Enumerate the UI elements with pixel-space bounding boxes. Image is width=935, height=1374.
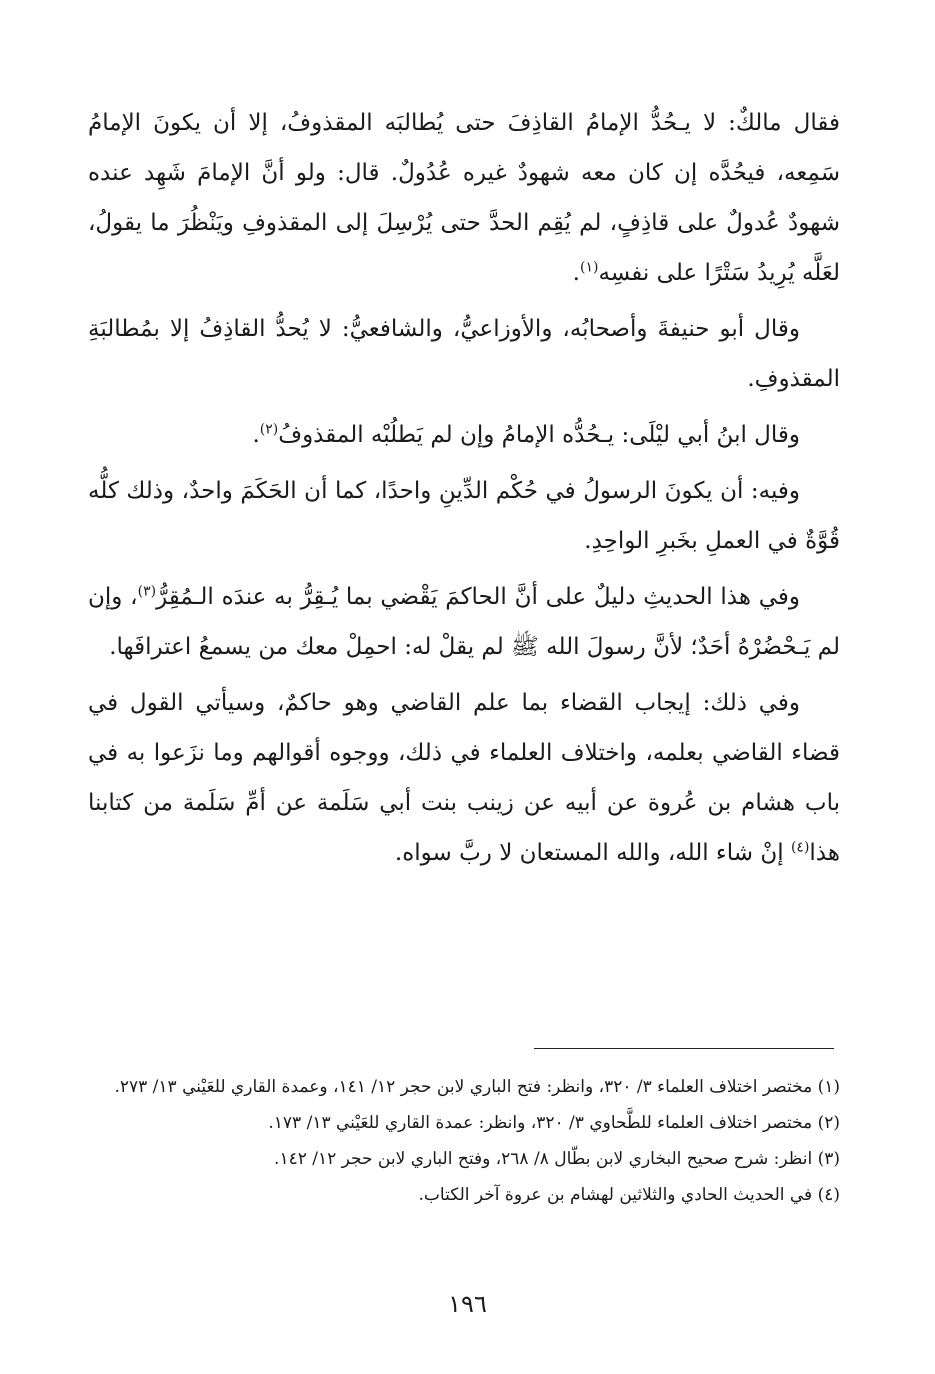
footnote-3: (٣) انظر: شرح صحيح البخاري لابن بطّال ٨/ ٢٦٨، وفتح الباري لابن حجر ١٢/ ١٤٢. — [274, 1149, 840, 1169]
footnote-1: (١) مختصر اختلاف العلماء ٣/ ٣٢٠، وانظر: فتح الباري لابن حجر ١٢/ ١٤١، وعمدة القاري للعَيْني ١٣/ ٢٧٣. — [114, 1077, 840, 1097]
paragraph-text: وفيه: أن يكونَ الرسولُ في حُكْم الدِّينِ واحدًا، كما أن الحَكَمَ واحدٌ، وذلك كلُّه قُوَّةٌ في العملِ بخَبرِ الواحِدِ. — [88, 478, 840, 554]
page-number: ١٩٦ — [448, 1290, 487, 1318]
paragraph-hadith-evidence — [88, 572, 840, 672]
footnote-4: (٤) في الحديث الحادي والثلاثين لهشام بن عروة آخر الكتاب. — [418, 1185, 840, 1205]
paragraph-judge-knowledge — [88, 678, 840, 878]
paragraph-malik — [88, 98, 840, 298]
paragraph-text-end: . — [252, 422, 260, 448]
paragraph-text: فقال مالكٌ: لا يـحُدُّ الإمامُ القاذِفَ حتى يُطالبَه المقذوفُ، إلا أن يكونَ الإمامُ سَمِعه، فيحُدَّه إن كان معه شهودٌ غيره عُدُولٌ. قال: ولو أنَّ الإمامَ شَهِد عنده شهودٌ عُدولٌ على قاذِفٍ، لم يُقِم الحدَّ حتى يُرْسِلَ إلى المقذوفِ ويَنْظُرَ ما يقولُ، لعَلَّه يُرِيدُ سَتْرًا على نفسِه — [88, 110, 840, 286]
footnote-ref[interactable]: (٣) — [137, 583, 157, 600]
footnotes — [96, 1072, 840, 1216]
paragraph-text-end: . — [572, 260, 580, 286]
paragraph-ibn-abi-layla — [88, 410, 840, 460]
paragraph-text: وفي هذا الحديثِ دليلٌ على أنَّ الحاكمَ يَقْضي بما يُـقِرُّ به عندَه الـمُقِرُّ — [156, 584, 800, 610]
paragraph-text: وقال ابنُ أبي ليْلَى: يـحُدُّه الإمامُ وإن لم يَطلُبْه المقذوفُ — [278, 422, 800, 448]
footnote-ref[interactable]: (٢) — [259, 421, 279, 438]
paragraph-text: وقال أبو حنيفةَ وأصحابُه، والأوزاعيُّ، والشافعيُّ: لا يُحدُّ القاذِفُ إلا بمُطالبَةِ المقذوفِ. — [88, 316, 840, 392]
footnote-divider — [534, 1048, 834, 1049]
paragraph-messenger — [88, 466, 840, 566]
main-text — [88, 98, 840, 884]
footnote-2: (٢) مختصر اختلاف العلماء للطَّحاوي ٣/ ٣٢٠، وانظر: عمدة القاري للعَيْني ١٣/ ١٧٣. — [268, 1113, 840, 1133]
paragraph-abu-hanifa — [88, 304, 840, 404]
paragraph-text-end: ، وإن لم يَـحْضُرْهُ أحَدٌ؛ لأنَّ رسولَ الله ﷺ لم يقلْ له: احمِلْ معك من يسمعُ اعترافَها. — [88, 584, 840, 660]
footnote-ref[interactable]: (٤) — [790, 839, 810, 856]
paragraph-text: وفي ذلك: إيجاب القضاء بما علم القاضي وهو حاكمٌ، وسيأتي القول في قضاء القاضي بعلمه، واختلاف العلماء في ذلك، ووجوه أقوالهم وما نزَعوا به في باب هشام بن عُروة عن أبيه عن زينب بنت أبي سَلَمة عن أمِّ سَلَمة من كتابنا هذا — [88, 690, 840, 866]
paragraph-text-end: إنْ شاء الله، والله المستعان لا ربَّ سواه. — [394, 840, 791, 866]
footnote-ref[interactable]: (١) — [579, 259, 599, 276]
